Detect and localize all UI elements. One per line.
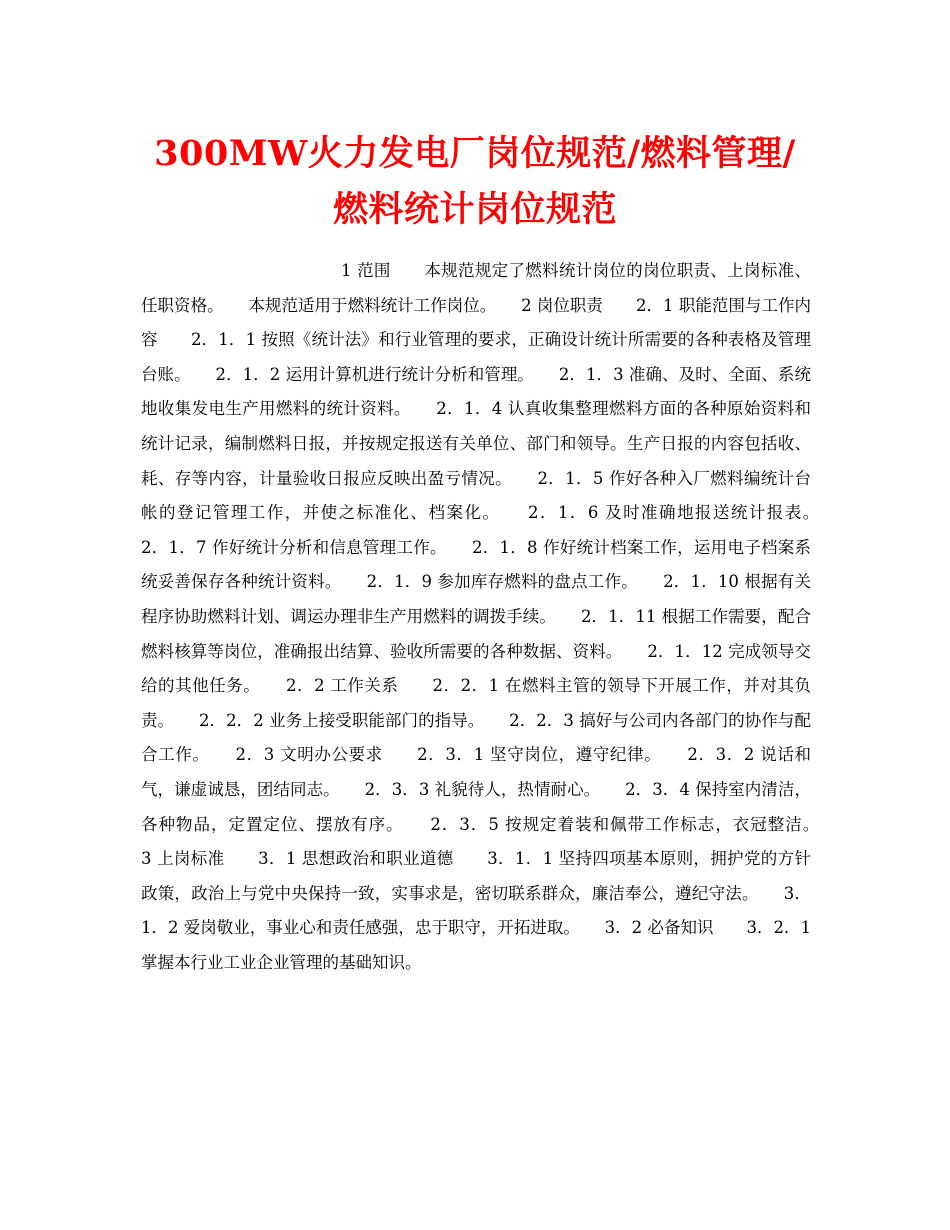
document-title: 300MW火力发电厂岗位规范/燃料管理/燃料统计岗位规范	[154, 133, 796, 230]
document-body-text: 1 范围 本规范规定了燃料统计岗位的岗位职责、上岗标准、任职资格。 本规范适用于燃料统计工作岗位。 2 岗位职责 2．1 职能范围与工作内容 2．1．1 按照《统计法》和行业管理的要求，正确设计统计所需要的各种表格及管理台账。 2．1．2 运用计算机进行统计分析和管理。 2．1．3 准确、及时、全面、系统地收集发电生产用燃料的统计资料。 2．1．4 认真收集整理燃料方面的各种原始资料和统计记录，编制燃料日报，并按规定报送有关单位、部门和领导。生产日报的内容包括收、耗、存等内容，计量验收日报应反映出盈亏情况。 2．1．5 作好各种入厂燃料编统计台帐的登记管理工作，并使之标准化、档案化。 2．1．6 及时准确地报送统计报表。 2．1．7 作好统计分析和信息管理工作。 2．1．8 作好统计档案工作，运用电子档案系统妥善保存各种统计资料。 2．1．9 参加库存燃料的盘点工作。 2．1．10 根据有关程序协助燃料计划、调运办理非生产用燃料的调拨手续。 2．1．11 根据工作需要，配合燃料核算等岗位，准确报出结算、验收所需要的各种数据、资料。 2．1．12 完成领导交给的其他任务。 2．2 工作关系 2．2．1 在燃料主管的领导下开展工作，并对其负责。 2．2．2 业务上接受职能部门的指导。 2．2．3 搞好与公司内各部门的协作与配合工作。 2．3 文明办公要求 2．3．1 坚守岗位，遵守纪律。 2．3．2 说话和气，谦虚诚恳，团结同志。 2．3．3 礼貌待人，热情耐心。 2．3．4 保持室内清洁，各种物品，定置定位、摆放有序。 2．3．5 按规定着装和佩带工作标志，衣冠整洁。 3 上岗标准 3．1 思想政治和职业道德 3．1．1 坚持四项基本原则，拥护党的方针政策，政治上与党中央保持一致，实事求是，密切联系群众，廉洁奉公，遵纪守法。 3．1．2 爱岗敬业，事业心和责任感强，忠于职守，开拓进取。 3．2 必备知识 3．2．1 掌握本行业工业企业管理的基础知识。	[141, 261, 844, 972]
